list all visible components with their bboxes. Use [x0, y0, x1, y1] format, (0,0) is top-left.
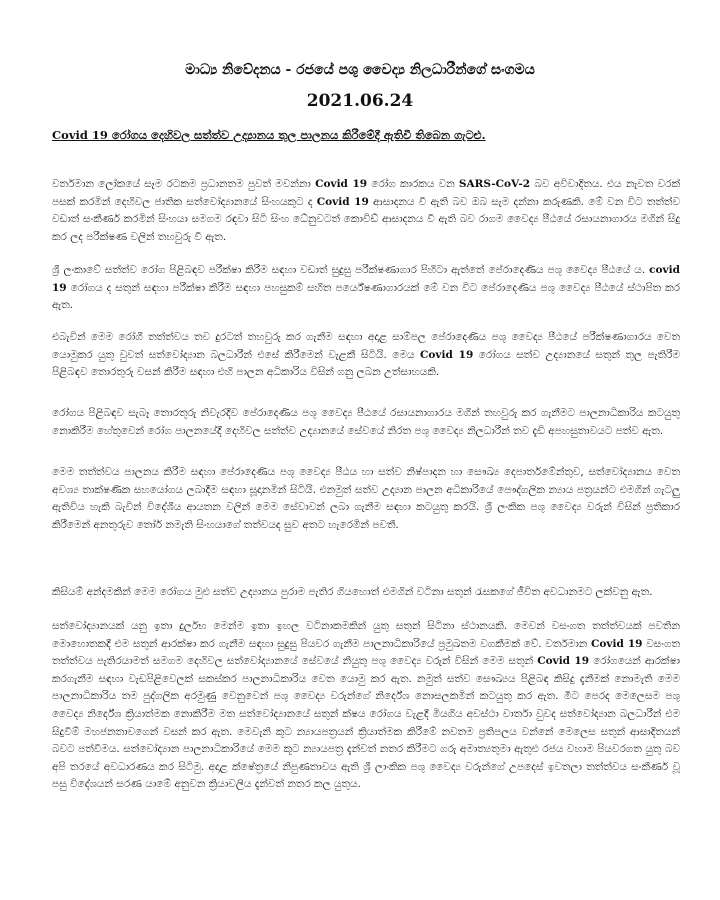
document-subject: Covid 19 රෝගය දෙහිවල සත්ත්ව උද්‍යානය තුල පාලනය කිරීමේදී ඇතිවී තිබෙන ගැටළු.	[52, 128, 486, 142]
document-date: 2021.06.24	[306, 91, 414, 111]
paragraph-6: කිසියම් අන්දමකින් මෙම රෝගය මුළු සත්ව උද්‍යානය පුරාම පැතිර ගියහොත් එමගින් වටිනා සතුන් රැසකගේ ජීවිත අවධානමට ලක්වනු ඇත.	[52, 586, 653, 598]
paragraph-1: වර්තමාන ලෝකයේ සෑම රටකම ප්‍රධානතම පුවත් මවන්නා Covid 19 රෝග කාරකය වන SARS-CoV-2 බව අවිවාදිතය. එය නැවත වරක් පසක් කරමින් දෙහිවල ජාතික සත්වෝද්‍යානයේ සිංහයකුට ද Covid 19 ආසාදනය වී ඇති බව ඔබ සැම දන්නා කරුණකි. මේ වන විට තත්ත්ව වඩාත් සංකීර්ණ කරමින් සිංහයා සමගම රඳවා සිටි සිංහ ධේනුවටත් කොවිඩ් ආසාදනය වී ඇති බව රාගම වෛද්‍ය පීඨයේ රසායනාගාරය මගින් සිදු කර ලද පරීක්ෂණ වලින් තහවුරු වී ඇත.	[52, 178, 681, 243]
paragraph-3: එබැවින් මෙම රෝගී තත්ත්වය තව දුරටත් තහවුරු කර ගැනීම සඳහා අදාළ සාම්පල පේරාදෙණිය පශු වෛද්‍ය පීඨයේ පරීක්ෂණාගාරය වෙත යොමුකර යුතු වුවත් සත්වෝද්‍යාන බලධාරීන් එසේ කිරීමෙන් වැළකී සිටියි. මෙය Covid 19 රෝගය සත්ව උද්‍යානයේ සතුන් තුල පැතිරීම පිළිබඳව තොරතුරු වසන් කිරීම සඳහා එහි පාලන අධිකාරිය විසින් ගනු ලබන උත්සාහයකි.	[52, 331, 681, 379]
paragraph-2: ශ්‍රී ලංකාවේ සත්ත්ව රෝග පිළිබඳව පරීක්ෂා කිරීම සඳහා වඩාත් සුදුසු පරීක්ෂණාගාර පිහිටා ඇත්තේ පේරාදෙණිය පශු වෛද්‍ය පීඨයේ ය. covid 19 රෝගය ද සතුන් සඳහා පරීක්ෂා කිරීම සඳහා පහසුකම් සහිත පර්යේෂණාගාරයක් මේ වන විට පේරාදෙණිය පශු වෛද්‍ය පීඨයේ ස්ථාපිත කර ඇත.	[52, 264, 680, 312]
document-title: මාධ්‍ය නිවේදනය - රජයේ පශු වෛද්‍ය නිලධාරීන්ගේ සංගමය	[185, 62, 535, 78]
paragraph-5: මෙම තත්ත්වය පාලනය කිරීම සඳහා පේරාදෙණිය පශු වෛද්‍ය පීඨය හා සත්ව නිෂ්පාදන හා සෞඛ්‍ය දෙපාර්තමේන්තුව, සත්වෝද්‍යානය වෙත අවශ්‍ය තාක්ෂණික සහයෝගය ලබාදීම සඳහා සූදානමින් සිටියි. එනමුත් සත්ව උද්‍යාන පාලන අධිකාරියේ පෞද්ගලික න්‍යාය පත්‍රයන්ට එමගින් ගැටලු ඇතිවිය හැකි බැවින් විදේශීය ආයතන වලින් මෙම සේවාවන් ලබා ගැනීම සඳහා කටයුතු කරයි. ශ්‍රී ලංකික පශු වෛද්‍ය වරුන් විසින් ප්‍රතිකාර කිරීමෙන් අනතුරුව තෝර් නමැති සිංහයාගේ තත්වයද සුව අතට හැරෙමින් පවතී.	[52, 466, 680, 531]
paragraph-4: රෝගය පිළිබඳව සැබෑ තොරතුරු නිවැරදිව පේරාදෙණිය පශු වෛද්‍ය පීඨයේ රසායනාගාරය මගින් තහවුරු කර ගැනීමට පාලනාධිකාරිය කටයුතු නොකිරීම හේතුවෙන් රෝග පාලනයේදී දෙහිවල සත්ත්ව උද්‍යානයේ සේවයේ නිරත පශු වෛද්‍ය නිලධාරීන් තව දැඩි අපහසුතාවයට පත්ව ඇත.	[52, 407, 680, 437]
paragraph-7: සත්වෝද්‍යානයක් යනු ඉතා දුර්ලභ මෙන්ම ඉතා ඉහල වටිනාකමකින් යුතු සතුන් සිටිනා ස්ථානයකි. මෙවන් වසංගත තත්ත්වයක් පවතින මොහොතකදී එම සතුන් ආරක්ෂා කර ගැනීම සඳහා සුදුසු පියවර ගැනීම පාලනාධිකාරියේ ප්‍රමුඛතම වගකීමක් වේ. වර්තමාන Covid 19 වසංගත තත්ත්වය පැතිරයාමත් සමගම දෙහිවල සත්වෝද්‍යානයේ සේවයේ නියුතු පශු වෛද්‍ය වරුන් විසින් මෙම සතුන් Covid 19 රෝගයෙන් ආරක්ෂා කරගැනීම සඳහා වැඩපිළිවෙලක් සකස්කර පාලනාධිකාරිය වෙත යොමු කර ඇත. නමුත් සත්ව සෞඛ්‍යය පිළිබඳ කිසිදු දැනීමක් නොමැති මෙම පාලනාධිකාරිය තම පුද්ගලික අරමුණු වෙනුවෙන් පශු වෛද්‍ය වරුන්ගේ නිර්දේශ නොසලකමින් කටයුතු කර ඇත. මීට පෙරද මෙලෙසම පශු වෛද්‍ය නිර්දේශ ක්‍රියාත්මක නොකිරීම මත සත්වෝද්‍යානයේ සතුන් ක්ෂය රෝගය වැළදී මියගිය අවස්ථා වාර්තා වුවද සත්වෝද්‍යාන බලධාරීන් එම සිදුවීම් මහජනතාවගෙන් වසන් කර ඇත. මෙවැනි කූට න්‍යායපත්‍රයන් ක්‍රියාත්මක කිරීමේ නවතම ප්‍රතිපලය වන්නේ මෙලෙස සතුන් ආසාදිතයන් බවට පත්වීමය. සත්වෝද්‍යාන පාලනාධිකාරියේ මෙම කූට න්‍යායපත්‍ර දැන්වත් නතර කිරීමට ගරු අමාත්‍යතුමා ඇතුළු රජය වහාම පියවරගත යුතු බව අපි තරයේ අවධාරණය කර සිටිමු. අදාළ ක්ෂේත්‍රයේ නිපුණතාවය ඇති ශ්‍රී ලාංකික පශු වෛද්‍ය වරුන්ගේ උපදෙස් ඉවතලා තත්ත්වය සංකීර්ණ වූ පසු විදේශයන් සරණ යාමේ අනුවන ක්‍රියාවලිය දැන්වත් නතර කල යුතුය.	[52, 620, 681, 791]
